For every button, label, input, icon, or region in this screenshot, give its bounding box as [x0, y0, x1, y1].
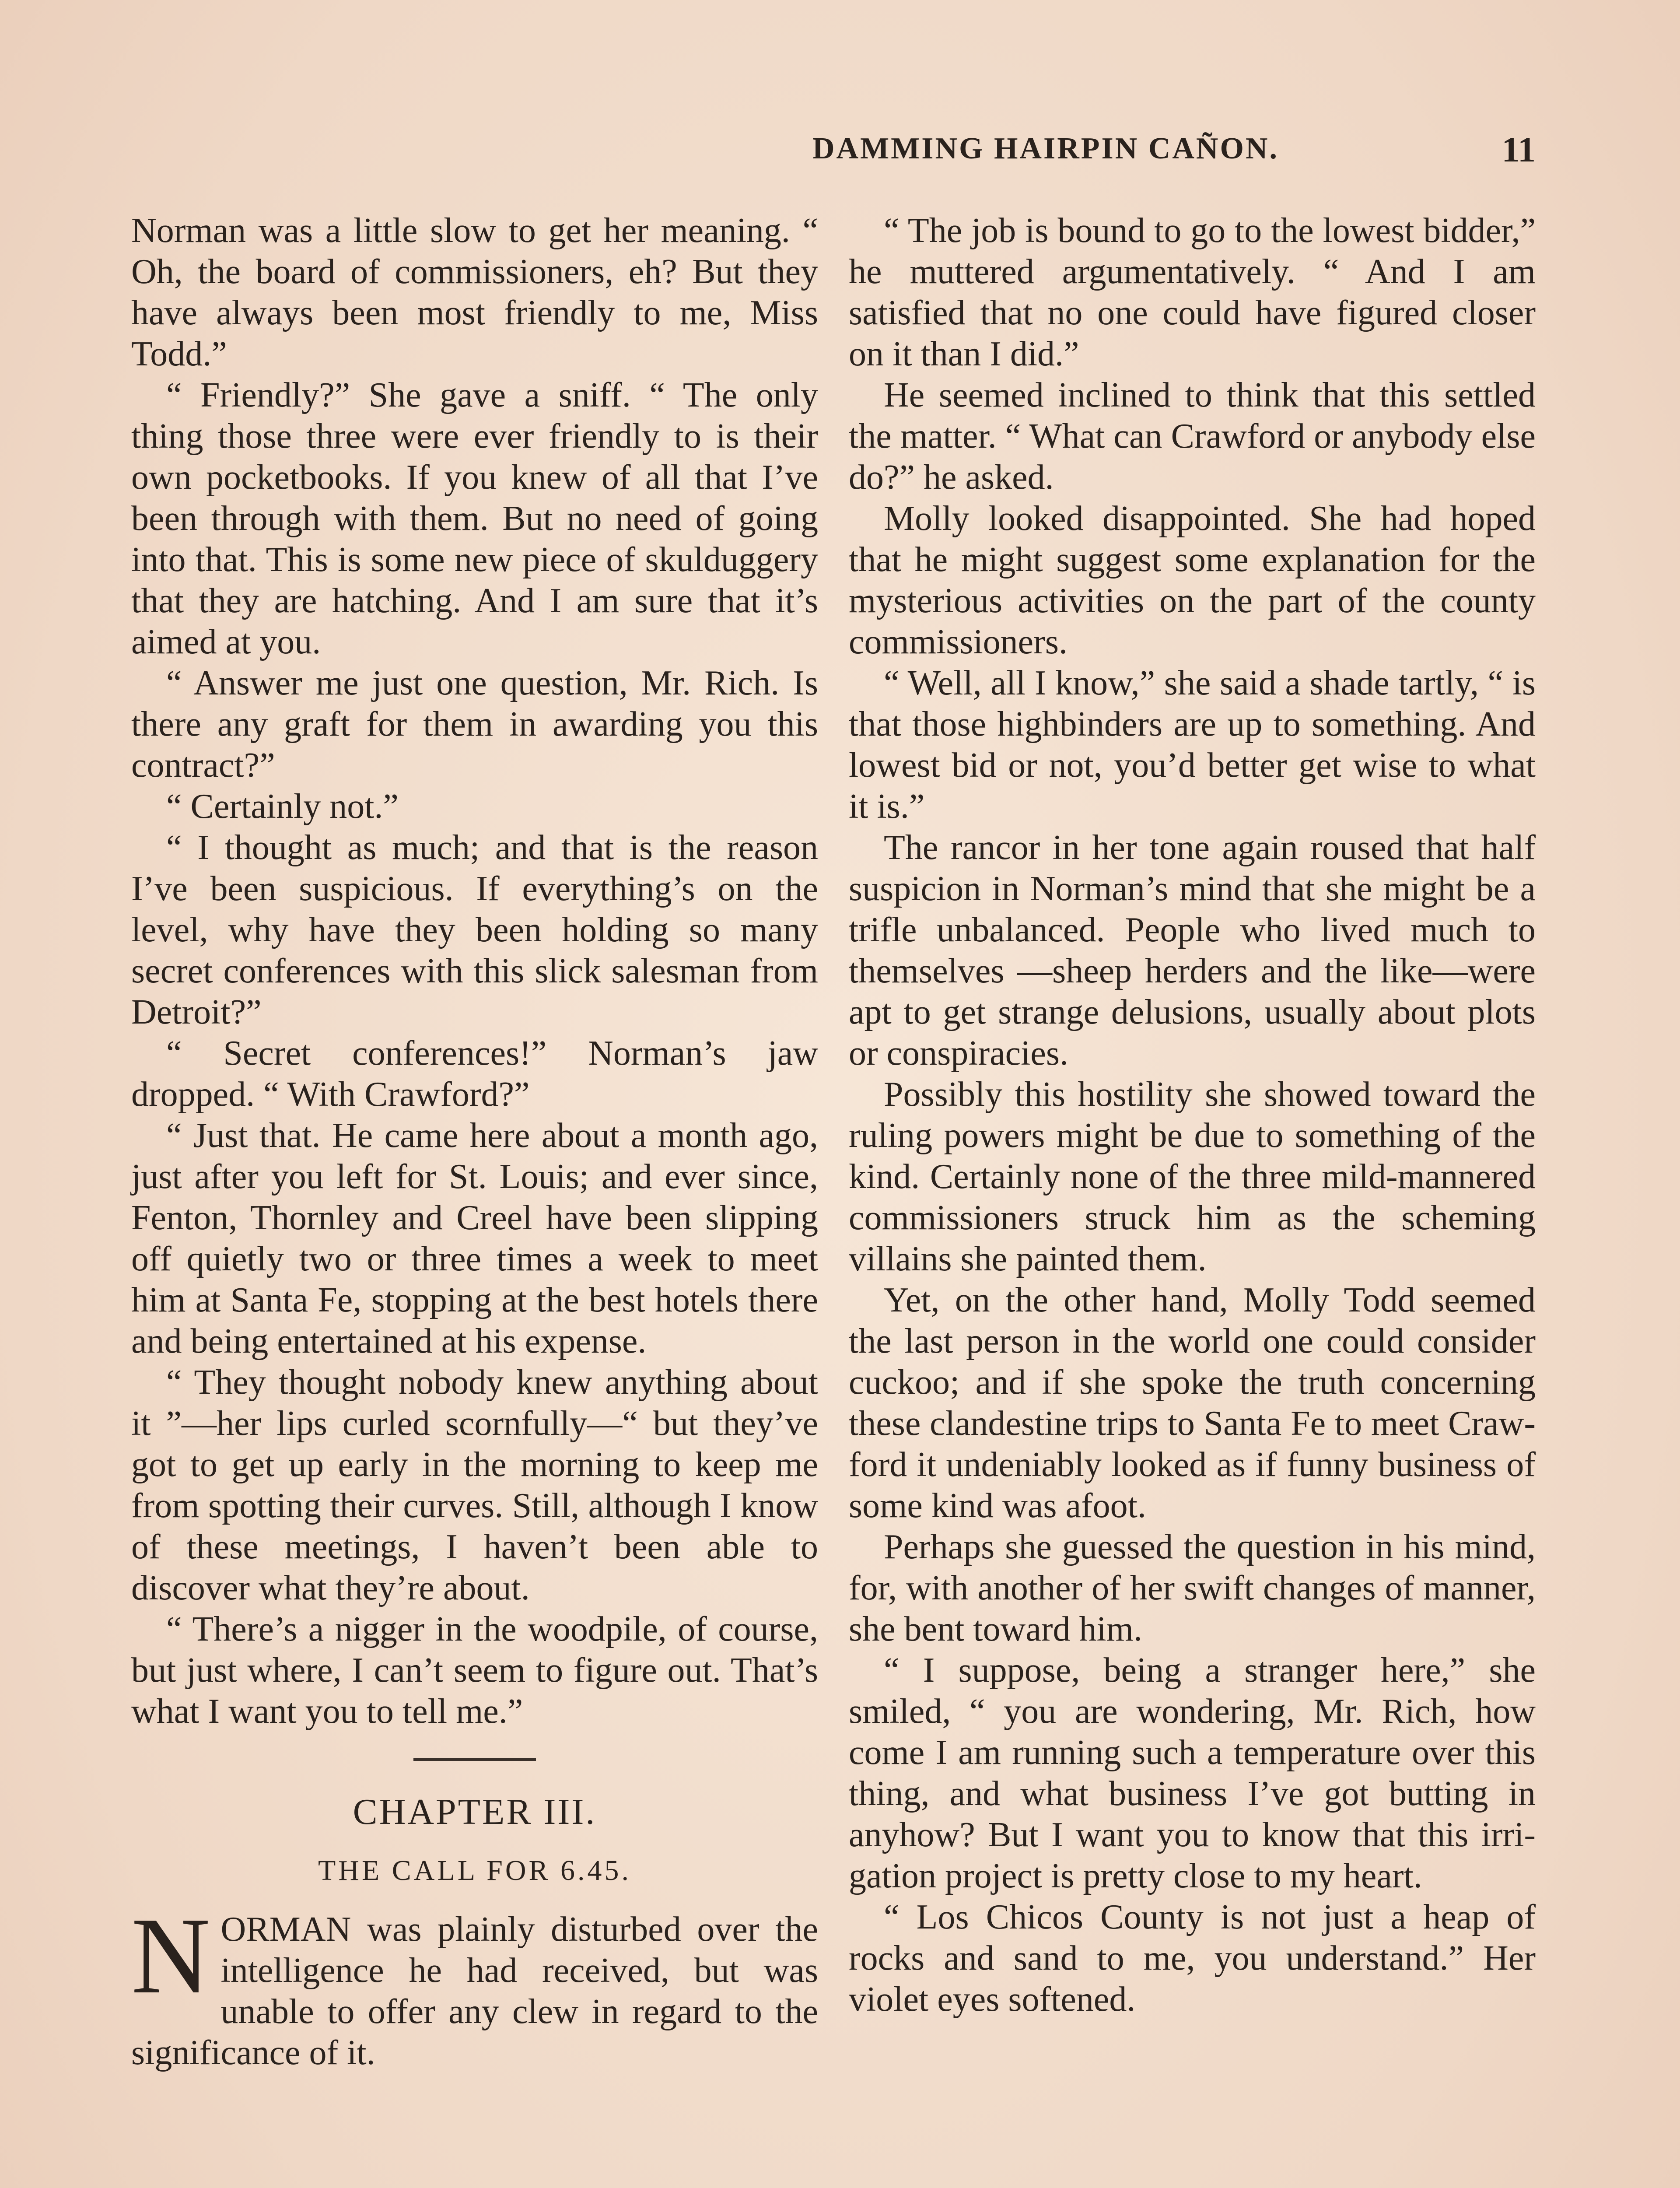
paragraph: “ Friendly?” She gave a sniff. “ The only thing those three were ever friendly to is their own pocketbooks. If you knew of all that I’ve been through with them. But no need of going into that. This is some new piece of skulduggery that they are hatching. And I am sure that it’s aimed at you. [131, 376, 818, 661]
running-title: DAMMING HAIRPIN CAÑON. [812, 132, 1279, 165]
paragraph: He seemed inclined to think that this settled the matter. “ What can Crawford or anybody else do?” he asked. [849, 376, 1536, 497]
paragraph: “ Well, all I know,” she said a shade tartly, “ is that those highbinders are up to something. And lowest bid or not, you’d better get wise to what it is.” [849, 664, 1536, 826]
opening-paragraph [131, 1895, 818, 2073]
paragraph: Norman was a little slow to get her meaning. “ Oh, the board of commissioners, eh? But they have always been most friendly to me, Miss Todd.” [131, 211, 818, 373]
paragraph: Perhaps she guessed the question in his mind, for, with another of her swift changes of manner, she bent toward him. [849, 1528, 1536, 1648]
paragraph: “ Answer me just one question, Mr. Rich. Is there any graft for them in awarding you this contract?” [131, 664, 818, 785]
paragraph: “ I thought as much; and that is the reason I’ve been suspicious. If everything’s on the level, why have they been holding so many secret conferences with this slick salesman from Detroit?” [131, 828, 818, 1031]
paragraph: “ I suppose, being a stranger here,” she smiled, “ you are wondering, Mr. Rich, how come I am running such a temperature over this thing, and what business I’ve got butting in anyhow? But I want you to know that this irrigation project is pretty close to my heart. [849, 1651, 1536, 1895]
page-number: 11 [1502, 130, 1536, 169]
opening-text: ORMAN was plainly disturbed over the intelligence he had received, but was unable to offer any clew in regard to the significance of it. [131, 1910, 818, 2072]
paragraph: “ Secret conferences!” Norman’s jaw dropped. “ With Crawford?” [131, 1034, 818, 1114]
paragraph: “ Just that. He came here about a month ago, just after you left for St. Louis; and ever since, Fenton, Thornley and Creel have been slipping off quietly two or three times a week to meet him at Santa Fe, stopping at the best hotels there and being entertained at his expense. [131, 1116, 818, 1360]
left-column [131, 210, 818, 2073]
paragraph: Molly looked disappointed. She had hoped that he might suggest some explanation for the mysterious activities on the part of the county commissioners. [849, 499, 1536, 661]
paragraph: Possibly this hostility she showed toward the ruling powers might be due to something of the kind. Certainly none of the three mild-mannered commissioners struck him as the scheming villains she painted them. [849, 1075, 1536, 1278]
drop-cap: N [131, 1895, 210, 2016]
right-column [849, 210, 1536, 2020]
section-divider [413, 1758, 536, 1761]
paragraph: “ Los Chicos County is not just a heap of rocks and sand to me, you understand.” Her violet eyes softened. [849, 1898, 1536, 2019]
paragraph: “ The job is bound to go to the lowest bidder,” he muttered argumentatively. “ And I am satisfied that no one could have figured closer on it than I did.” [849, 211, 1536, 373]
paragraph: Yet, on the other hand, Molly Todd seemed the last person in the world one could consider cuckoo; and if she spoke the truth concerning these clandestine trips to Santa Fe to meet Crawford it undeniably looked as if funny business of some kind was afoot. [849, 1281, 1536, 1525]
paragraph: “ There’s a nigger in the woodpile, of course, but just where, I can’t seem to figure out. That’s what I want you to tell me.” [131, 1610, 818, 1731]
chapter-subtitle: THE CALL FOR 6.45. [318, 1855, 632, 1886]
paragraph: The rancor in her tone again roused that half suspicion in Norman’s mind that she might be a trifle unbalanced. People who lived much to themselves —sheep herders and the like—were apt to get strange delusions, usually about plots or conspiracies. [849, 828, 1536, 1073]
paragraph: “ Certainly not.” [166, 787, 399, 826]
paragraph: “ They thought nobody knew anything about it ”—her lips curled scornfully—“ but they’ve got to get up early in the morning to keep me from spotting their curves. Still, although I know of these meetings, I haven’t been able to discover what they’re about. [131, 1363, 818, 1607]
chapter-heading: CHAPTER III. [353, 1792, 597, 1832]
